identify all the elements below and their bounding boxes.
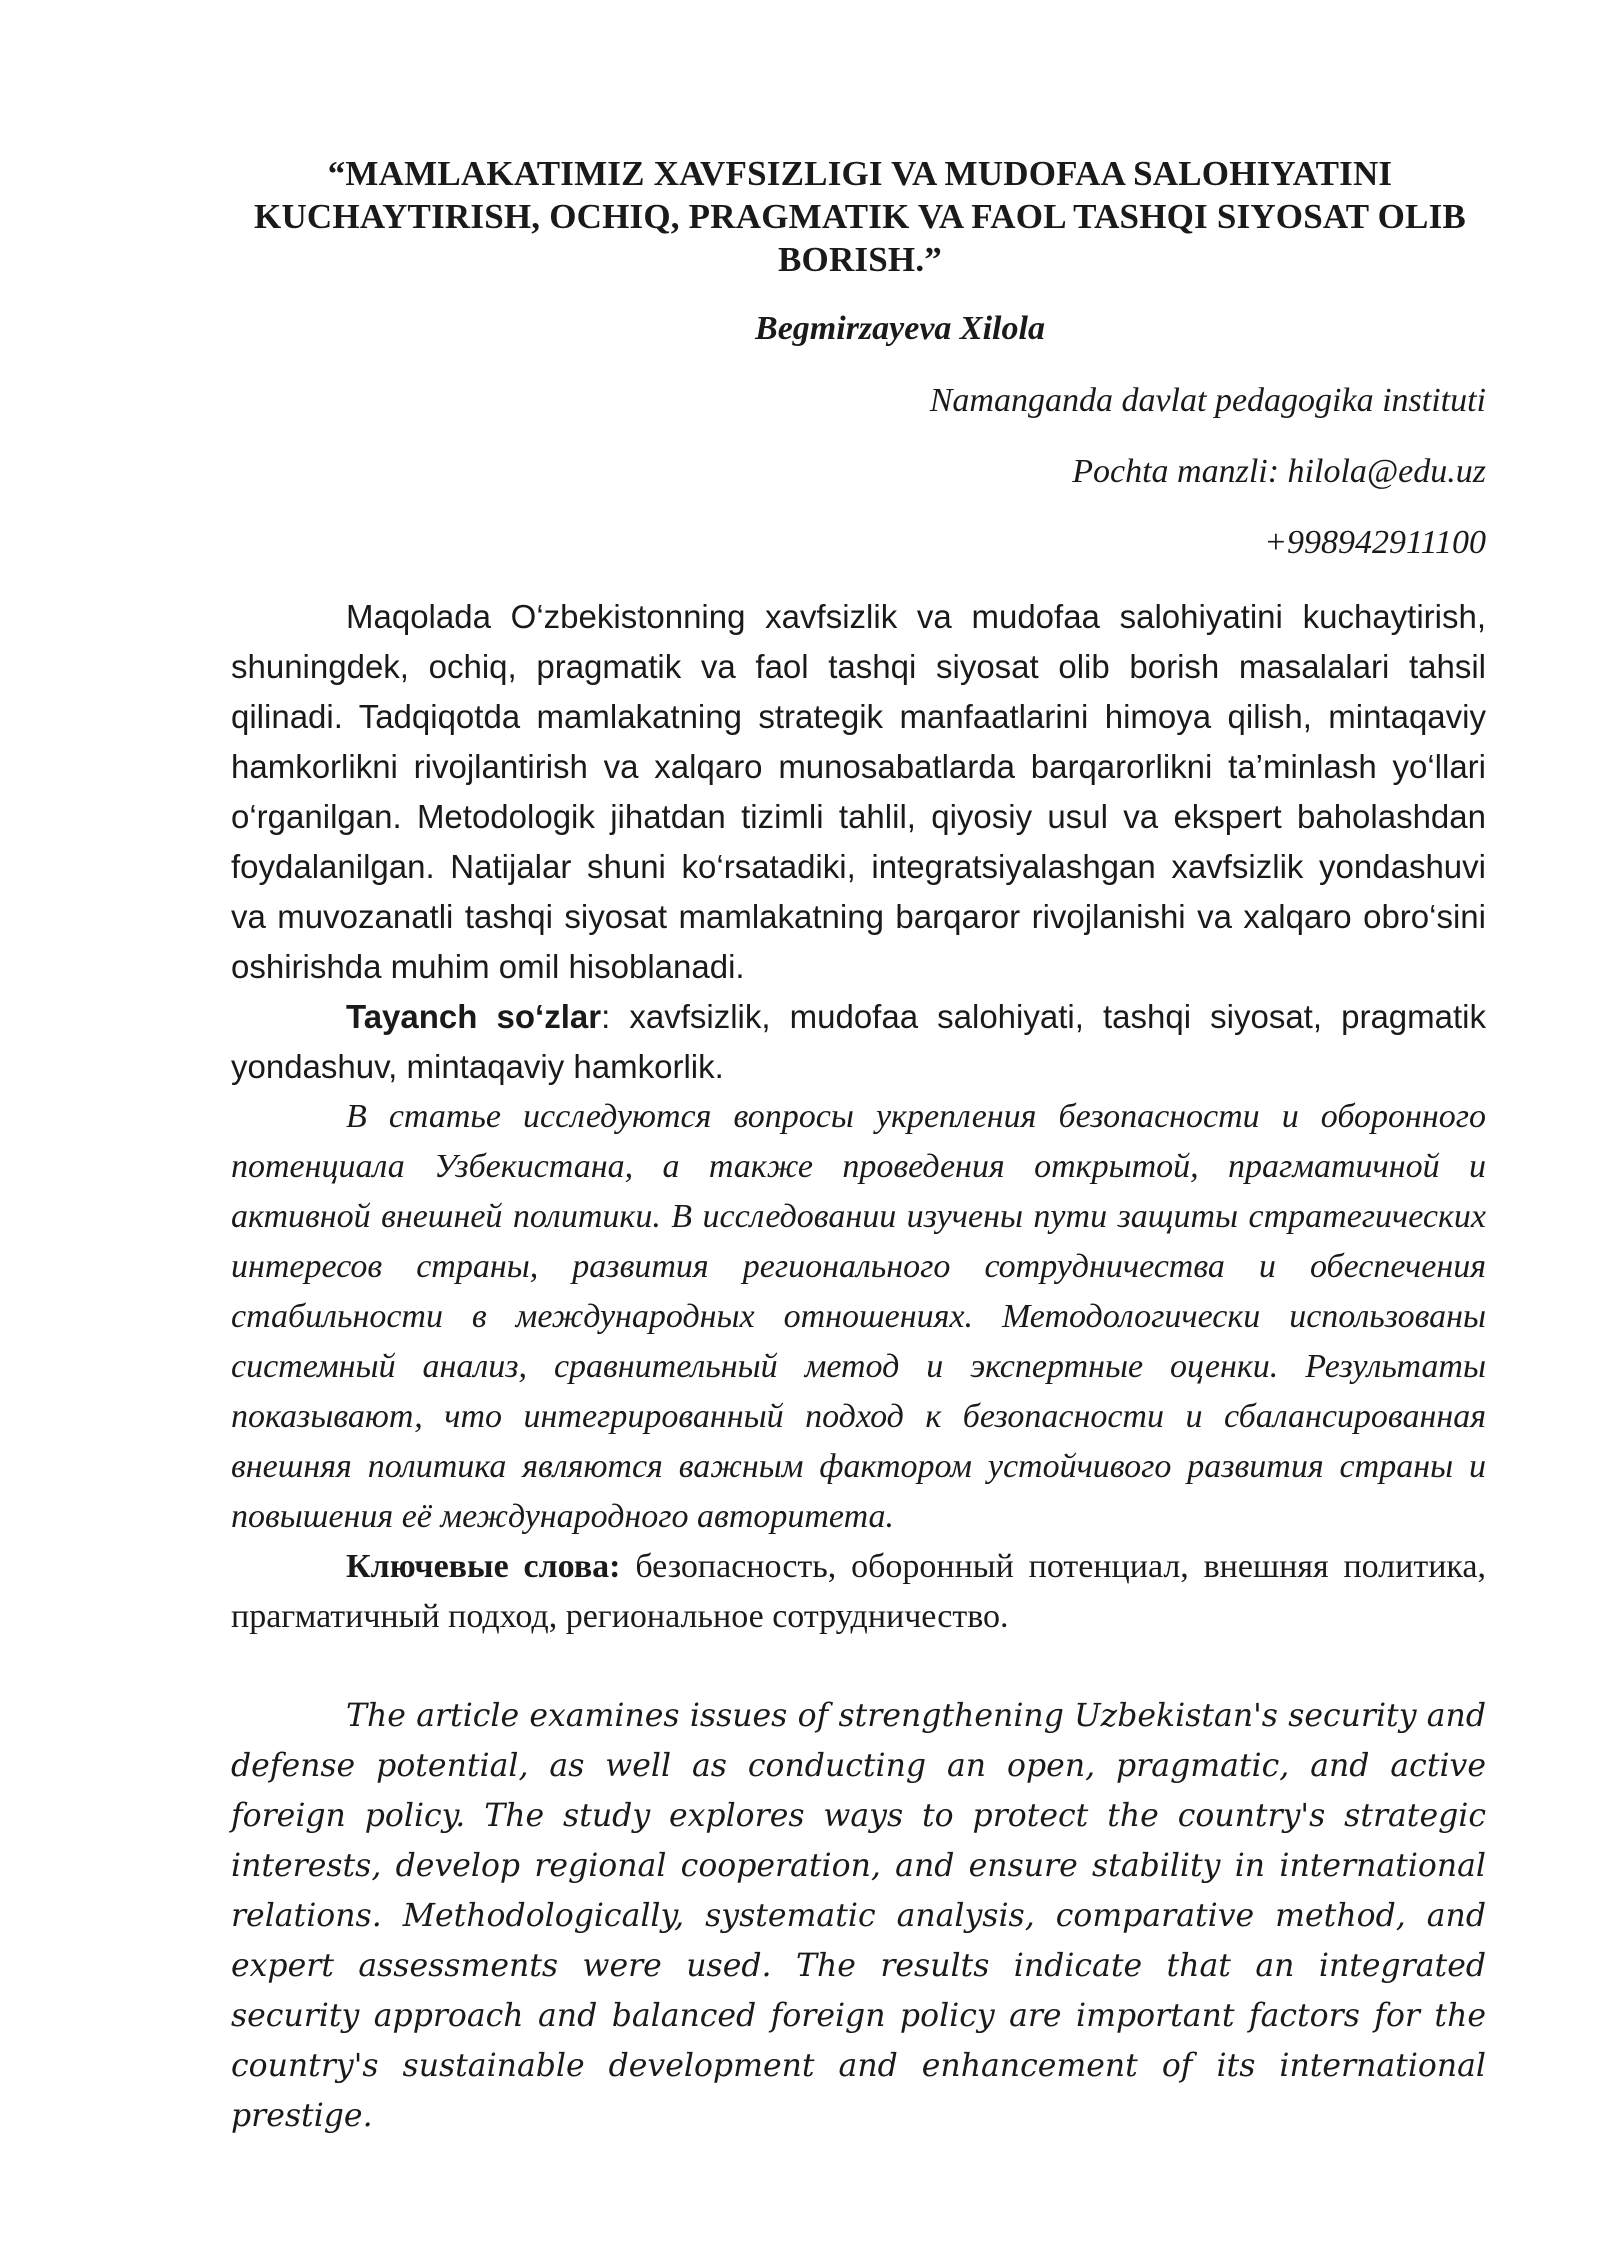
phone-number: +998942911100 [1264, 524, 1486, 561]
abstract-uz: Maqolada O‘zbekistonning xavfsizlik va mudofaa salohiyatini kuchaytirish, shuningdek, ochiq, pragmatik va faol tashqi siyosat olib borish masalalari tahsil qilinadi. Tadqiqotda mamlakatning strategik manfaatlarini himoya qilish, mintaqaviy hamkorlikni rivojlantirish va xalqaro munosabatlarda barqarorlikni ta’minlash yo‘llari o‘rganilgan. Metodologik jihatdan tizimli tahlil, qiyosiy usul va ekspert baholashdan foydalanilgan. Natijalar shuni ko‘rsatadiki, integratsiyalashgan xavfsizlik yondashuvi va muvozanatli tashqi siyosat mamlakatning barqaror rivojlanishi va xalqaro obro‘sini oshirishda muhim omil hisoblanadi. [231, 598, 1486, 985]
keywords-uz-text: : xavfsizlik, mudofaa salohiyati, tashqi siyosat, pragmatik yondashuv, mintaqaviy hamkorlik. [231, 998, 1486, 1085]
keywords-uz-label: Tayanch so‘zlar [346, 998, 602, 1035]
author-name: Begmirzayeva Xilola [755, 310, 1045, 347]
keywords-ru-text: безопасность, оборонный потенциал, внешняя политика, прагматичный подход, региональное сотрудничество. [231, 1548, 1486, 1635]
abstract-en-section [231, 1691, 1486, 2141]
abstract-ru-section [231, 1092, 1486, 1642]
abstract-ru: В статье исследуются вопросы укрепления безопасности и оборонного потенциала Узбекистана, а также проведения открытой, прагматичной и активной внешней политики. В исследовании изучены пути защиты стратегических интересов страны, развития регионального сотрудничества и обеспечения стабильности в международных отношениях. Методологически использованы системный анализ, сравнительный метод и экспертные оценки. Результаты показывают, что интегрированный подход к безопасности и сбалансированная внешняя политика являются важным фактором устойчивого развития страны и повышения её международного авторитета. [231, 1098, 1486, 1535]
keywords-ru-label: Ключевые слова: [346, 1548, 621, 1585]
keywords-ru [231, 1542, 1486, 1642]
keywords-uz [231, 992, 1486, 1092]
email-line: Pochta manzli: hilola@edu.uz [1072, 453, 1486, 490]
abstract-uz-section [231, 592, 1486, 1092]
affiliation: Namanganda davlat pedagogika instituti [929, 382, 1486, 419]
abstract-en: The article examines issues of strengthening Uzbekistan's security and defense potential, as well as conducting an open, pragmatic, and active foreign policy. The study explores ways to protect the country's strategic interests, develop regional cooperation, and ensure stability in international relations. Methodologically, systematic analysis, comparative method, and expert assessments were used. The results indicate that an integrated security approach and balanced foreign policy are important factors for the country's sustainable development and enhancement of its international prestige. [231, 1698, 1486, 2134]
paper-title: “MAMLAKATIMIZ XAVFSIZLIGI VA MUDOFAA SALOHIYATINI KUCHAYTIRISH, OCHIQ, PRAGMATIK VA FAOL TASHQI SIYOSAT OLIB BORISH.” [254, 154, 1466, 279]
